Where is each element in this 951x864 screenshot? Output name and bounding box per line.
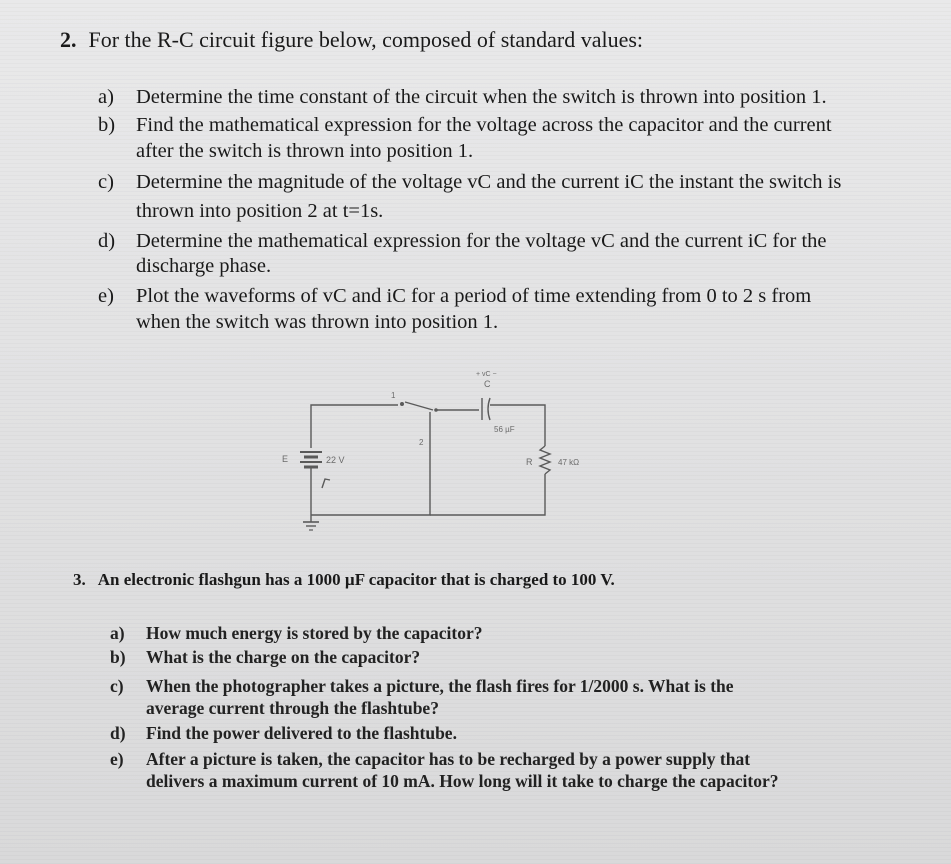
source-label: E <box>282 454 289 464</box>
switch-contact-1 <box>434 408 438 412</box>
question-3-title <box>73 570 615 590</box>
switch-position-2: 2 <box>419 438 424 447</box>
switch-pivot <box>400 402 404 406</box>
paper-sheet: 2. For the R-C circuit figure below, composed of standard values: a) Determine the time constant of the circuit when the switch is thrown into position 1. b) Find the mathematical expression for the voltage across the capacitor and the current after the switch is thrown into position 1. c) Determine the magnitude of the voltage vC and the current iC the instant the switch is thrown into position 2 at t=1s. d) Determine the mathematical expression for the voltage vC and the current iC for the discharge phase. e) Plot the waveforms of vC and iC for a period of time extending from 0 to 2 s from when the switch was thrown into position 1. E 22 V C 56 µF R 47 kΩ 1 2 + vC − 3. An electronic flashgun has a 1000 µF capacitor that is charged to 100 V. a) How much energy is stored by the capacitor? b) What is the charge on the capacitor? c) When the photographer takes a picture, the flash fires for 1/2000 s. What is the average current through the flashtube? d) Find the power delivered to the flashtube. e) After a picture is taken, the capacitor has to be recharged by a power supply that delivers a maximum current of 10 mA. How long will it take to charge the capacitor? <box>0 0 951 864</box>
source-value: 22 V <box>326 455 345 465</box>
capacitor-value: 56 µF <box>494 425 515 434</box>
wire-right-bottom <box>430 474 545 515</box>
question-3-text: An electronic flashgun has a 1000 µF capacitor that is charged to 100 V. <box>97 570 615 589</box>
wire-left-top <box>311 405 398 448</box>
question-2-text: For the R-C circuit figure below, composed of standard values: <box>88 27 644 52</box>
resistor-value: 47 kΩ <box>558 458 580 467</box>
resistor-label: R <box>526 457 533 467</box>
vc-polarity-label: + vC − <box>476 371 497 378</box>
switch-blade <box>405 402 433 410</box>
capacitor-label: C <box>484 379 491 389</box>
resistor-zigzag <box>540 446 550 474</box>
capacitor-plate-right <box>488 398 490 420</box>
question-3-number: 3. <box>73 570 86 589</box>
switch-position-1: 1 <box>391 391 396 400</box>
question-2-number: 2. <box>60 27 77 52</box>
